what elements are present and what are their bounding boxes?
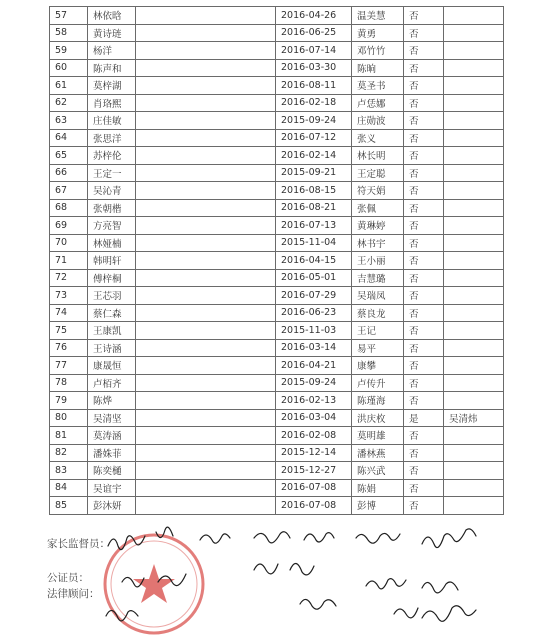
table-row <box>50 357 504 375</box>
student-name-cell: 王康凯 <box>88 322 136 340</box>
row-number-cell: 77 <box>50 357 88 375</box>
guardian-name-cell: 陈娟 <box>352 479 404 497</box>
redacted-cell <box>136 234 276 252</box>
redacted-cell <box>136 24 276 42</box>
student-name-cell: 陈烨 <box>88 392 136 410</box>
row-number-cell: 58 <box>50 24 88 42</box>
guardian-name-cell: 潘林燕 <box>352 444 404 462</box>
redacted-cell <box>136 374 276 392</box>
note-cell <box>444 427 504 445</box>
guardian-name-cell: 莫明雄 <box>352 427 404 445</box>
roster-table <box>49 6 504 515</box>
flag-cell: 是 <box>404 409 444 427</box>
redacted-cell <box>136 479 276 497</box>
birth-date-cell: 2015-12-27 <box>276 462 352 480</box>
redacted-cell <box>136 112 276 130</box>
row-number-cell: 76 <box>50 339 88 357</box>
note-cell: 吴清炜 <box>444 409 504 427</box>
student-name-cell: 庄佳敏 <box>88 112 136 130</box>
row-number-cell: 57 <box>50 7 88 25</box>
flag-cell: 否 <box>404 322 444 340</box>
guardian-name-cell: 卢恁娜 <box>352 94 404 112</box>
student-name-cell: 王芯羽 <box>88 287 136 305</box>
guardian-name-cell: 张义 <box>352 129 404 147</box>
table-row <box>50 252 504 270</box>
guardian-name-cell: 王小丽 <box>352 252 404 270</box>
note-cell <box>444 252 504 270</box>
note-cell <box>444 304 504 322</box>
redacted-cell <box>136 357 276 375</box>
row-number-cell: 71 <box>50 252 88 270</box>
birth-date-cell: 2016-03-04 <box>276 409 352 427</box>
birth-date-cell: 2016-02-13 <box>276 392 352 410</box>
student-name-cell: 林娅楠 <box>88 234 136 252</box>
note-cell <box>444 479 504 497</box>
flag-cell: 否 <box>404 374 444 392</box>
student-name-cell: 蔡仁森 <box>88 304 136 322</box>
table-row <box>50 77 504 95</box>
guardian-name-cell: 庄勋波 <box>352 112 404 130</box>
flag-cell: 否 <box>404 59 444 77</box>
student-name-cell: 康晟恒 <box>88 357 136 375</box>
birth-date-cell: 2016-06-25 <box>276 24 352 42</box>
row-number-cell: 79 <box>50 392 88 410</box>
row-number-cell: 84 <box>50 479 88 497</box>
row-number-cell: 69 <box>50 217 88 235</box>
note-cell <box>444 77 504 95</box>
student-name-cell: 方亮智 <box>88 217 136 235</box>
flag-cell: 否 <box>404 497 444 515</box>
guardian-name-cell: 符天娟 <box>352 182 404 200</box>
birth-date-cell: 2015-09-24 <box>276 374 352 392</box>
guardian-name-cell: 张佩 <box>352 199 404 217</box>
table-row <box>50 427 504 445</box>
birth-date-cell: 2016-07-29 <box>276 287 352 305</box>
note-cell <box>444 59 504 77</box>
birth-date-cell: 2015-09-24 <box>276 112 352 130</box>
guardian-name-cell: 易平 <box>352 339 404 357</box>
note-cell <box>444 112 504 130</box>
flag-cell: 否 <box>404 252 444 270</box>
guardian-name-cell: 黄勇 <box>352 24 404 42</box>
table-row <box>50 164 504 182</box>
flag-cell: 否 <box>404 94 444 112</box>
guardian-name-cell: 林书宇 <box>352 234 404 252</box>
row-number-cell: 74 <box>50 304 88 322</box>
guardian-name-cell: 王记 <box>352 322 404 340</box>
guardian-name-cell: 邓竹竹 <box>352 42 404 60</box>
row-number-cell: 64 <box>50 129 88 147</box>
student-name-cell: 王诗涵 <box>88 339 136 357</box>
flag-cell: 否 <box>404 287 444 305</box>
note-cell <box>444 217 504 235</box>
student-name-cell: 潘姝菲 <box>88 444 136 462</box>
redacted-cell <box>136 59 276 77</box>
flag-cell: 否 <box>404 462 444 480</box>
birth-date-cell: 2015-09-21 <box>276 164 352 182</box>
student-name-cell: 吴沁青 <box>88 182 136 200</box>
redacted-cell <box>136 147 276 165</box>
guardian-name-cell: 陈兴武 <box>352 462 404 480</box>
flag-cell: 否 <box>404 42 444 60</box>
redacted-cell <box>136 322 276 340</box>
birth-date-cell: 2016-02-18 <box>276 94 352 112</box>
row-number-cell: 63 <box>50 112 88 130</box>
redacted-cell <box>136 129 276 147</box>
redacted-cell <box>136 497 276 515</box>
note-cell <box>444 339 504 357</box>
student-name-cell: 卢栢齐 <box>88 374 136 392</box>
table-row <box>50 59 504 77</box>
note-cell <box>444 322 504 340</box>
handwritten-signatures <box>104 518 544 638</box>
note-cell <box>444 24 504 42</box>
table-row <box>50 479 504 497</box>
table-row <box>50 339 504 357</box>
table-row <box>50 374 504 392</box>
student-name-cell: 苏梓伦 <box>88 147 136 165</box>
table-row <box>50 147 504 165</box>
row-number-cell: 72 <box>50 269 88 287</box>
note-cell <box>444 94 504 112</box>
note-cell <box>444 147 504 165</box>
flag-cell: 否 <box>404 112 444 130</box>
flag-cell: 否 <box>404 392 444 410</box>
row-number-cell: 61 <box>50 77 88 95</box>
note-cell <box>444 234 504 252</box>
table-row <box>50 462 504 480</box>
guardian-name-cell: 莫圣书 <box>352 77 404 95</box>
row-number-cell: 68 <box>50 199 88 217</box>
note-cell <box>444 199 504 217</box>
flag-cell: 否 <box>404 269 444 287</box>
birth-date-cell: 2016-07-13 <box>276 217 352 235</box>
flag-cell: 否 <box>404 339 444 357</box>
note-cell <box>444 357 504 375</box>
birth-date-cell: 2015-11-03 <box>276 322 352 340</box>
student-name-cell: 韩明轩 <box>88 252 136 270</box>
table-row <box>50 199 504 217</box>
note-cell <box>444 164 504 182</box>
student-name-cell: 傅梓桐 <box>88 269 136 287</box>
birth-date-cell: 2016-02-08 <box>276 427 352 445</box>
guardian-name-cell: 卢传升 <box>352 374 404 392</box>
redacted-cell <box>136 94 276 112</box>
flag-cell: 否 <box>404 427 444 445</box>
birth-date-cell: 2016-04-15 <box>276 252 352 270</box>
birth-date-cell: 2016-03-30 <box>276 59 352 77</box>
table-row <box>50 24 504 42</box>
student-name-cell: 杨洋 <box>88 42 136 60</box>
row-number-cell: 65 <box>50 147 88 165</box>
flag-cell: 否 <box>404 164 444 182</box>
row-number-cell: 78 <box>50 374 88 392</box>
redacted-cell <box>136 42 276 60</box>
note-cell <box>444 392 504 410</box>
student-name-cell: 黄诗琏 <box>88 24 136 42</box>
note-cell <box>444 7 504 25</box>
birth-date-cell: 2016-03-14 <box>276 339 352 357</box>
birth-date-cell: 2016-08-21 <box>276 199 352 217</box>
flag-cell: 否 <box>404 199 444 217</box>
flag-cell: 否 <box>404 7 444 25</box>
student-name-cell: 肖珞熙 <box>88 94 136 112</box>
guardian-name-cell: 吴瑞凤 <box>352 287 404 305</box>
table-row <box>50 182 504 200</box>
note-cell <box>444 462 504 480</box>
note-cell <box>444 287 504 305</box>
table-row <box>50 497 504 515</box>
redacted-cell <box>136 217 276 235</box>
row-number-cell: 62 <box>50 94 88 112</box>
student-name-cell: 林依晗 <box>88 7 136 25</box>
student-name-cell: 陈奕樋 <box>88 462 136 480</box>
note-cell <box>444 269 504 287</box>
flag-cell: 否 <box>404 217 444 235</box>
guardian-name-cell: 王定聪 <box>352 164 404 182</box>
table-row <box>50 112 504 130</box>
table-row <box>50 269 504 287</box>
birth-date-cell: 2016-08-11 <box>276 77 352 95</box>
row-number-cell: 80 <box>50 409 88 427</box>
birth-date-cell: 2016-07-14 <box>276 42 352 60</box>
table-row <box>50 7 504 25</box>
student-name-cell: 彭沐妍 <box>88 497 136 515</box>
note-cell <box>444 42 504 60</box>
redacted-cell <box>136 287 276 305</box>
table-row <box>50 304 504 322</box>
row-number-cell: 83 <box>50 462 88 480</box>
birth-date-cell: 2016-05-01 <box>276 269 352 287</box>
guardian-name-cell: 陈晌 <box>352 59 404 77</box>
flag-cell: 否 <box>404 24 444 42</box>
table-row <box>50 234 504 252</box>
redacted-cell <box>136 199 276 217</box>
student-name-cell: 吴清坚 <box>88 409 136 427</box>
student-name-cell: 莫梓湖 <box>88 77 136 95</box>
redacted-cell <box>136 444 276 462</box>
row-number-cell: 73 <box>50 287 88 305</box>
birth-date-cell: 2016-02-14 <box>276 147 352 165</box>
birth-date-cell: 2016-07-08 <box>276 479 352 497</box>
row-number-cell: 81 <box>50 427 88 445</box>
redacted-cell <box>136 392 276 410</box>
row-number-cell: 82 <box>50 444 88 462</box>
birth-date-cell: 2016-04-26 <box>276 7 352 25</box>
redacted-cell <box>136 77 276 95</box>
flag-cell: 否 <box>404 182 444 200</box>
guardian-name-cell: 温美慧 <box>352 7 404 25</box>
note-cell <box>444 182 504 200</box>
table-row <box>50 94 504 112</box>
note-cell <box>444 129 504 147</box>
row-number-cell: 66 <box>50 164 88 182</box>
note-cell <box>444 374 504 392</box>
redacted-cell <box>136 182 276 200</box>
row-number-cell: 85 <box>50 497 88 515</box>
student-name-cell: 王定一 <box>88 164 136 182</box>
student-name-cell: 张思洋 <box>88 129 136 147</box>
redacted-cell <box>136 427 276 445</box>
redacted-cell <box>136 304 276 322</box>
student-name-cell: 陈声和 <box>88 59 136 77</box>
birth-date-cell: 2016-07-12 <box>276 129 352 147</box>
guardian-name-cell: 康攀 <box>352 357 404 375</box>
row-number-cell: 60 <box>50 59 88 77</box>
row-number-cell: 70 <box>50 234 88 252</box>
redacted-cell <box>136 252 276 270</box>
redacted-cell <box>136 7 276 25</box>
table-row <box>50 392 504 410</box>
guardian-name-cell: 吉慧璐 <box>352 269 404 287</box>
birth-date-cell: 2016-06-23 <box>276 304 352 322</box>
row-number-cell: 75 <box>50 322 88 340</box>
flag-cell: 否 <box>404 129 444 147</box>
flag-cell: 否 <box>404 147 444 165</box>
redacted-cell <box>136 462 276 480</box>
redacted-cell <box>136 269 276 287</box>
redacted-cell <box>136 339 276 357</box>
student-name-cell: 吴谊宇 <box>88 479 136 497</box>
notary-label: 公证员： <box>47 572 89 584</box>
redacted-cell <box>136 164 276 182</box>
guardian-name-cell: 蔡良龙 <box>352 304 404 322</box>
note-cell <box>444 497 504 515</box>
flag-cell: 否 <box>404 304 444 322</box>
table-row <box>50 217 504 235</box>
row-number-cell: 59 <box>50 42 88 60</box>
table-row <box>50 444 504 462</box>
student-name-cell: 莫涛涵 <box>88 427 136 445</box>
flag-cell: 否 <box>404 234 444 252</box>
legal-advisor-label: 法律顾问： <box>47 588 100 600</box>
table-row <box>50 42 504 60</box>
guardian-name-cell: 洪庆枚 <box>352 409 404 427</box>
guardian-name-cell: 黄琳婷 <box>352 217 404 235</box>
birth-date-cell: 2015-12-14 <box>276 444 352 462</box>
table-row <box>50 409 504 427</box>
table-row <box>50 322 504 340</box>
flag-cell: 否 <box>404 479 444 497</box>
table-row <box>50 129 504 147</box>
table-row <box>50 287 504 305</box>
birth-date-cell: 2015-11-04 <box>276 234 352 252</box>
flag-cell: 否 <box>404 444 444 462</box>
birth-date-cell: 2016-04-21 <box>276 357 352 375</box>
row-number-cell: 67 <box>50 182 88 200</box>
guardian-name-cell: 林长明 <box>352 147 404 165</box>
guardian-name-cell: 彭博 <box>352 497 404 515</box>
birth-date-cell: 2016-08-15 <box>276 182 352 200</box>
guardian-name-cell: 陈瑾海 <box>352 392 404 410</box>
flag-cell: 否 <box>404 77 444 95</box>
birth-date-cell: 2016-07-08 <box>276 497 352 515</box>
student-name-cell: 张朝楷 <box>88 199 136 217</box>
redacted-cell <box>136 409 276 427</box>
flag-cell: 否 <box>404 357 444 375</box>
parent-supervisor-label: 家长监督员： <box>47 538 110 550</box>
note-cell <box>444 444 504 462</box>
